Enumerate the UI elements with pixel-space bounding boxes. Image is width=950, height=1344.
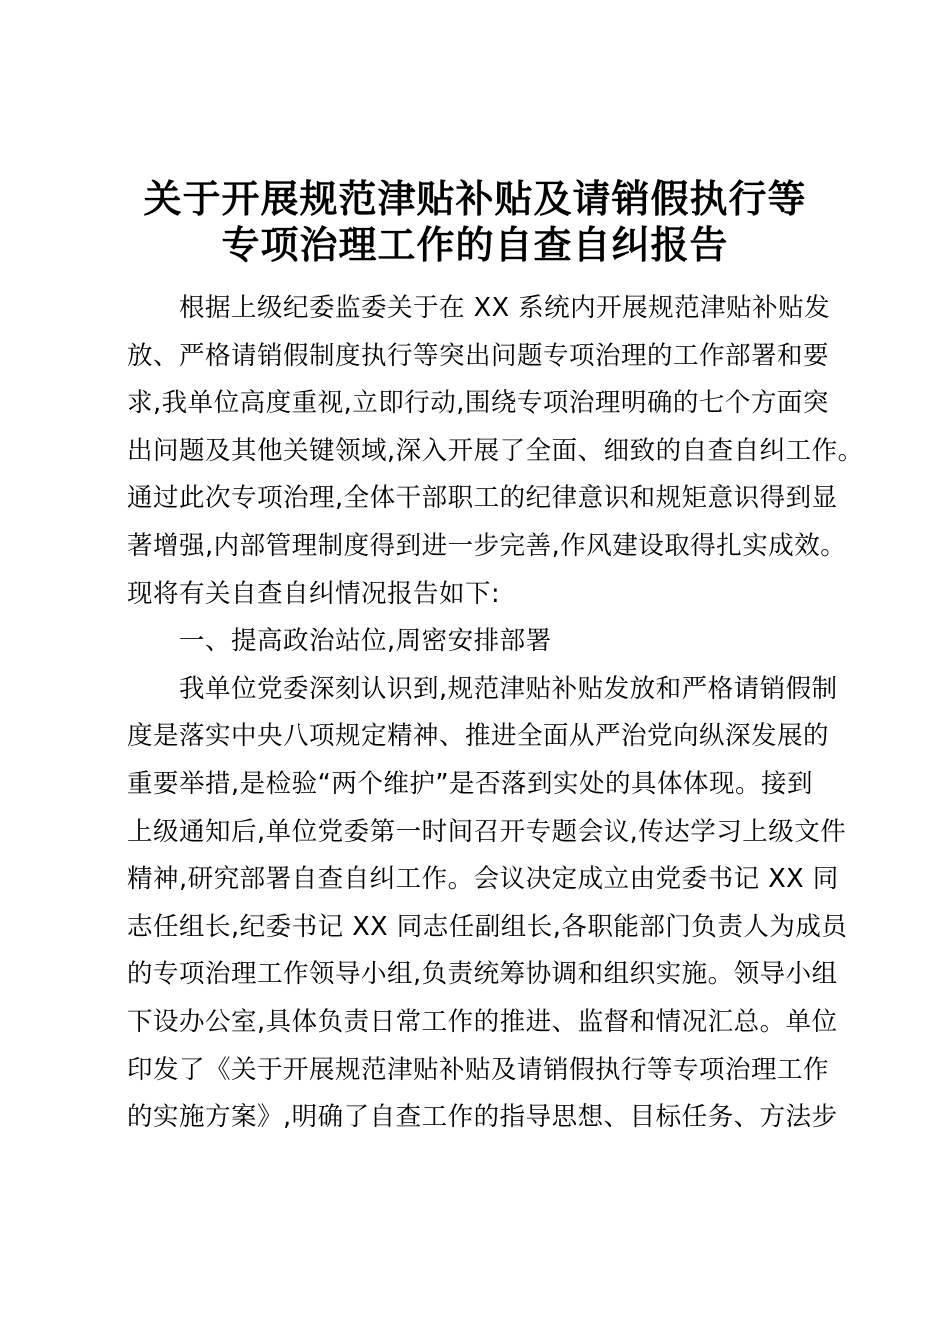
body-line: 的专项治理工作领导小组,负责统筹协调和组织实施。领导小组 — [127, 959, 838, 990]
body-line: 我单位党委深刻认识到,规范津贴补贴发放和严格请销假制 — [179, 673, 838, 704]
document-title — [0, 176, 950, 268]
body-line: 现将有关自查自纠情况报告如下: — [127, 578, 501, 609]
body-line: 重要举措,是检验“两个维护”是否落到实处的具体体现。接到 — [127, 768, 814, 799]
title-line-2: 专项治理工作的自查自纠报告 — [221, 223, 729, 267]
body-line: 根据上级纪委监委关于在 XX 系统内开展规范津贴补贴发 — [179, 293, 831, 323]
body-line: 下设办公室,具体负责日常工作的推进、监督和情况汇总。单位 — [127, 1006, 838, 1037]
body-line: 一、提高政治站位,周密安排部署 — [179, 626, 552, 657]
body-line: 放、严格请销假制度执行等突出问题专项治理的工作部署和要 — [127, 340, 830, 371]
body-line: 出问题及其他关键领域,深入开展了全面、细致的自查自纠工作。 — [127, 435, 864, 466]
body-line: 求,我单位高度重视,立即行动,围绕专项治理明确的七个方面突 — [127, 388, 829, 419]
body-line: 印发了《关于开展规范津贴补贴及请销假执行等专项治理工作 — [127, 1054, 830, 1085]
body-line: 度是落实中央八项规定精神、推进全面从严治党向纵深发展的 — [127, 721, 830, 752]
body-line: 上级通知后,单位党委第一时间召开专题会议,传达学习上级文件 — [127, 816, 847, 847]
body-line: 的实施方案》,明确了自查工作的指导思想、目标任务、方法步 — [127, 1102, 838, 1133]
body-line: 志任组长,纪委书记 XX 同志任副组长,各职能部门负责人为成员 — [127, 911, 848, 942]
body-line: 精神,研究部署自查自纠工作。会议决定成立由党委书记 XX 同 — [127, 864, 839, 895]
body-line: 通过此次专项治理,全体干部职工的纪律意识和规矩意识得到显 — [127, 483, 838, 514]
body-line: 著增强,内部管理制度得到进一步完善,作风建设取得扎实成效。 — [127, 530, 847, 561]
title-line-1: 关于开展规范津贴补贴及请销假执行等 — [143, 177, 807, 221]
document-body — [127, 285, 864, 1142]
